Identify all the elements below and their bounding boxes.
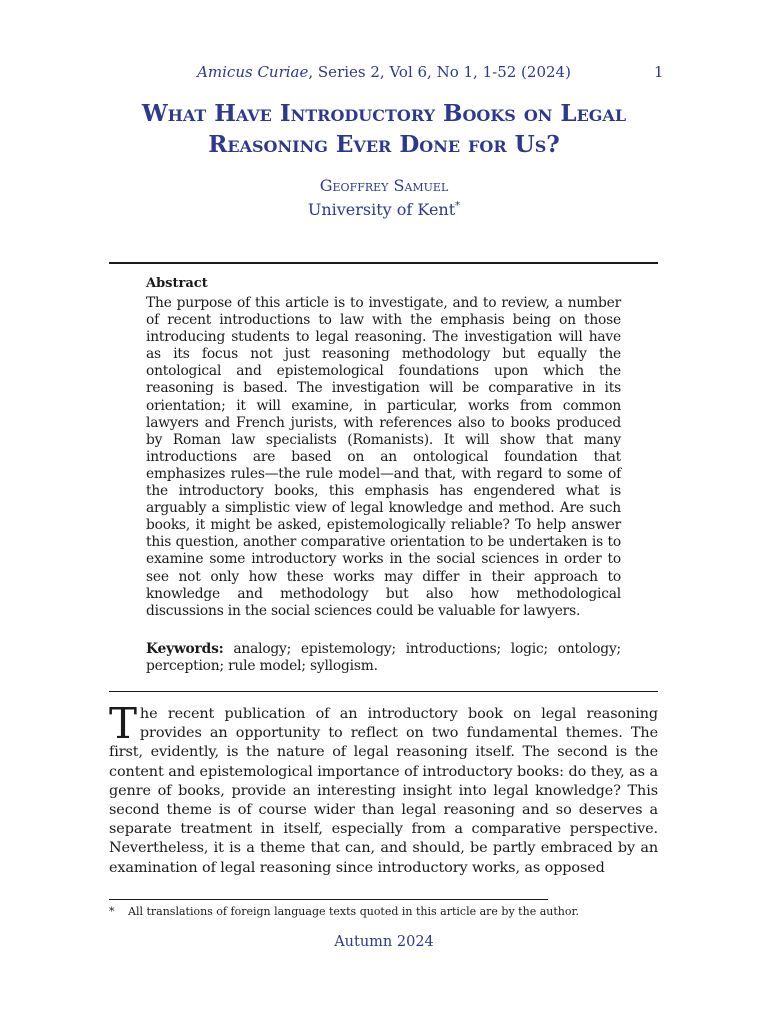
journal-name: Amicus Curiae [197,63,309,81]
abstract-text: The purpose of this article is to investigate, and to review, a number of recent introductions to law with the emphasis being on those introducing students to legal reasoning. The investigation will have as its focus not just reasoning methodology but equally the ontological and epistemological foundations upon which the reasoning is based. The investigation will be comparative in its orientation; it will examine, in particular, works from common lawyers and French jurists, with references also to books produced by Roman law specialists (Romanists). It will show that many introductions are based on an ontological foundation that emphasizes rules—the rule model—and that, with regard to some of the introductory books, this emphasis has engendered what is arguably a simplistic view of legal knowledge and method. Are such books, it might be asked, epistemologically reliable? To help answer this question, another comparative orientation to be undertaken is to examine some introductory works in the social sciences in order to see not only how these works may differ in their approach to knowledge and methodology but also how methodological discussions in the social sciences could be valuable for lawyers. [146,295,621,619]
affiliation-footnote-mark: * [455,200,461,212]
footnote [109,905,658,918]
author-name: Geoffrey Samuel [319,176,449,195]
title-line-2: Reasoning Ever Done for Us? [208,131,560,158]
title-line-1: What Have Introductory Books on Legal [141,100,627,127]
author-affiliation [0,200,768,219]
body-paragraph [109,699,658,878]
abstract-bottom-rule [109,691,658,692]
abstract-top-rule [109,262,658,264]
article-title [100,98,668,160]
footnote-text: All translations of foreign language texts quoted in this article are by the author. [128,905,580,918]
journal-citation: , Series 2, Vol 6, No 1, 1-52 (2024) [308,63,571,81]
running-head [0,63,768,81]
footnote-rule [109,899,548,900]
abstract-heading: Abstract [146,276,208,291]
keywords [146,641,621,675]
page-number: 1 [654,63,664,81]
footnote-mark: * [109,905,115,918]
keywords-label: Keywords: [146,641,224,657]
page-footer: Autumn 2024 [334,934,434,950]
drop-cap: T [109,699,137,748]
keywords-list: analogy; epistemology; introductions; logic; ontology; perception; rule model; syllogism. [146,641,621,675]
affiliation-text: University of Kent [307,200,456,219]
body-text: he recent publication of an introductory book on legal reasoning provides an opportunity to reflect on two fundamental themes. The first, evidently, is the nature of legal reasoning itself. The second is the content and epistemological importance of introductory books: do they, as a genre of books, provide an interesting insight into legal knowledge? This second theme is of course wider than legal reasoning and so deserves a separate treatment in itself, especially from a comparative perspective. Nevertheless, it is a theme that can, and should, be partly embraced by an examination of legal reasoning since introductory works, as opposed [109,706,658,876]
